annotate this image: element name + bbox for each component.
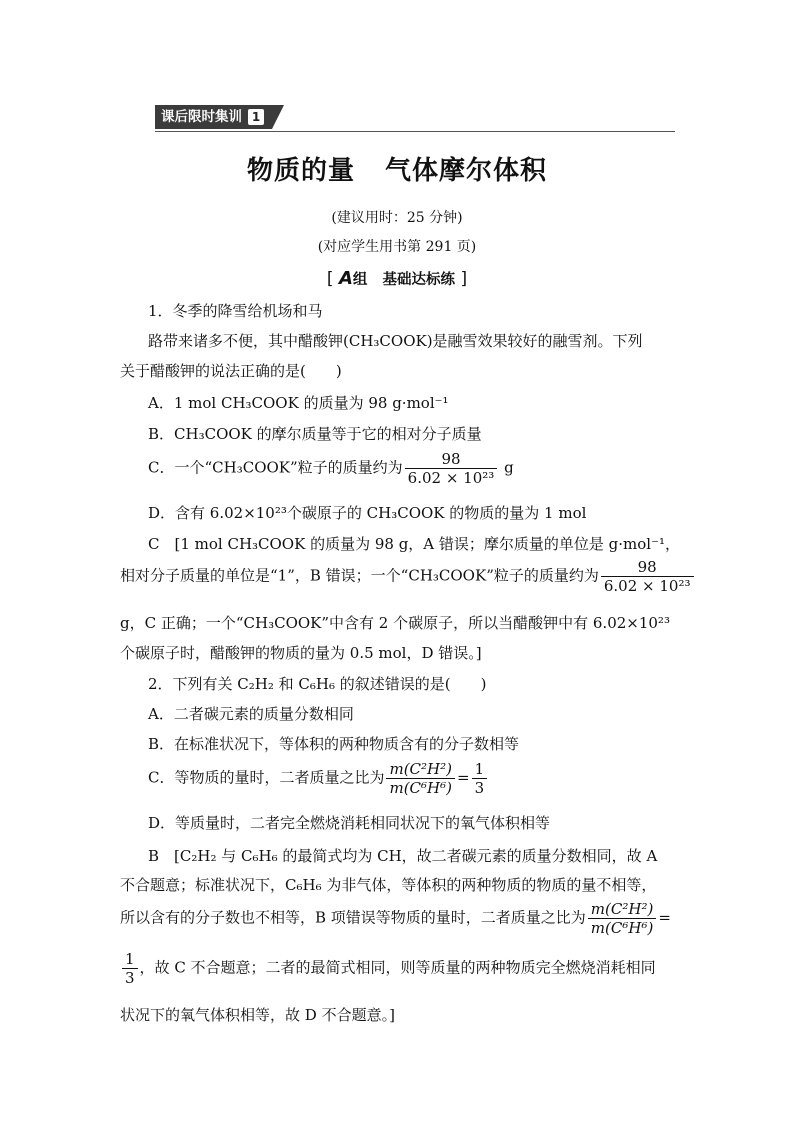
equals-sign: =: [658, 908, 671, 927]
q2-option-c-mass-fraction: [386, 760, 455, 797]
group-label: 组: [352, 272, 368, 288]
q2-option-c: [148, 760, 489, 797]
group-title: [ A组 基础达标练 ]: [326, 268, 468, 289]
fraction-denominator: 6.02 × 10²³: [603, 577, 691, 595]
group-letter: A: [338, 268, 353, 289]
q1-answer-line2: [120, 558, 696, 595]
q2-answer-mass-fraction: [588, 900, 657, 937]
q1-option-a: A．1 mol CH₃COOK 的质量为 98 g·mol⁻¹: [148, 394, 449, 412]
q1-answer-fraction: [601, 558, 694, 595]
fraction-numerator: 1: [472, 760, 488, 779]
q2-answer-line4: [120, 950, 656, 987]
q2-answer-line5: 状况下的氧气体积相等，故 D 不合题意。]: [120, 1006, 395, 1024]
fraction-numerator: 1: [122, 950, 138, 969]
header-label: 课后限时集训: [161, 109, 242, 125]
fraction-numerator: 98: [405, 450, 498, 469]
q2-answer-line1: B [C₂H₂ 与 C₆H₆ 的最简式均为 CH，故二者碳元素的质量分数相同，故 A: [148, 847, 658, 865]
header-tab: [155, 105, 272, 129]
group-name: 基础达标练: [382, 272, 456, 288]
equals-sign: =: [457, 768, 470, 787]
header-number: 1: [248, 109, 264, 125]
q2-answer-line2: 不合题意；标准状况下，C₆H₆ 为非气体，等体积的两种物质的物质的量不相等，: [120, 876, 657, 894]
q2-answer-line4-text: ，故 C 不合题意；二者的最简式相同，则等质量的两种物质完全燃烧消耗相同: [139, 958, 656, 977]
q2-answer-line3: [120, 900, 671, 937]
reference: (对应学生用书第 291 页): [317, 239, 477, 255]
fraction-denominator: 6.02 × 10²³: [407, 469, 495, 487]
q1-answer-line3: g，C 正确；一个“CH₃COOK”中含有 2 个碳原子，所以当醋酸钾中有 6.02×10²³: [120, 614, 670, 632]
q2-option-d: D．等质量时，二者完全燃烧消耗相同状况下的氧气体积相等: [148, 814, 551, 832]
q1-stem-line2: 路带来诸多不便，其中醋酸钾(CH₃COOK)是融雪效果较好的融雪剂。下列: [148, 332, 643, 350]
fraction-numerator: m(C²H²): [386, 760, 455, 779]
q1-answer-line1: C [1 mol CH₃COOK 的质量为 98 g，A 错误；摩尔质量的单位是 g·mol⁻¹，: [148, 535, 681, 553]
q1-option-c-unit: g: [499, 458, 514, 477]
q1-option-c: [148, 450, 514, 487]
q2-option-b: B．在标准状况下，等体积的两种物质含有的分子数相等: [148, 735, 520, 753]
q1-option-c-fraction: [405, 450, 498, 487]
q1-stem-line1: 1．冬季的降雪给机场和马: [148, 302, 323, 320]
q1-option-b: B．CH₃COOK 的摩尔质量等于它的相对分子质量: [148, 425, 482, 443]
q2-answer-line3-text: 所以含有的分子数也不相等，B 项错误等物质的量时，二者质量之比为: [120, 908, 586, 927]
fraction-numerator: m(C²H²): [588, 900, 657, 919]
q2-stem: 2．下列有关 C₂H₂ 和 C₆H₆ 的叙述错误的是( ): [148, 675, 487, 693]
q2-option-a: A．二者碳元素的质量分数相同: [148, 705, 354, 723]
page-title: [0, 150, 794, 187]
fraction-denominator: m(C⁶H⁶): [389, 779, 452, 797]
q1-answer-line2-text: 相对分子质量的单位是“1”，B 错误；一个“CH₃COOK”粒子的质量约为: [120, 566, 599, 585]
q2-option-c-ratio: [472, 760, 488, 797]
title-part2: 气体摩尔体积: [385, 156, 548, 186]
fraction-denominator: m(C⁶H⁶): [590, 919, 654, 937]
q1-answer-line4: 个碳原子时，醋酸钾的物质的量为 0.5 mol，D 错误。]: [120, 644, 482, 662]
q2-answer-ratio: [122, 950, 138, 987]
fraction-denominator: 3: [125, 969, 135, 987]
fraction-numerator: 98: [601, 558, 694, 577]
q1-option-d: D．含有 6.02×10²³个碳原子的 CH₃COOK 的物质的量为 1 mol: [148, 504, 587, 522]
q2-option-c-text: C．等物质的量时，二者质量之比为: [148, 768, 385, 787]
header-rule: [155, 131, 675, 132]
fraction-denominator: 3: [474, 779, 485, 797]
title-part1: 物质的量: [246, 156, 355, 186]
q1-stem-line3: 关于醋酸钾的说法正确的是( ): [120, 362, 342, 380]
section-header: [155, 105, 675, 133]
suggested-time: (建议用时：25 分钟): [331, 210, 463, 226]
q1-option-c-text: C．一个“CH₃COOK”粒子的质量约为: [148, 458, 403, 477]
